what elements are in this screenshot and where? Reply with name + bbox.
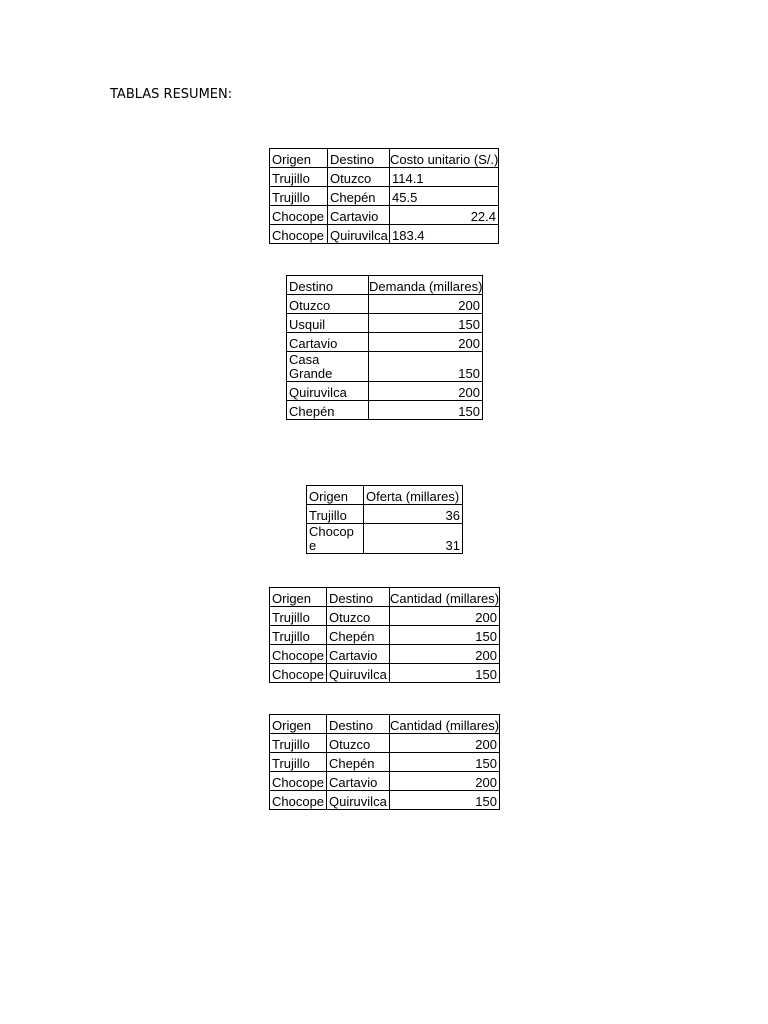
cell-origen: Chocope	[270, 206, 328, 225]
table-row	[287, 401, 483, 420]
cell-destino: Quiruvilca	[287, 382, 369, 401]
table-row	[270, 772, 500, 791]
cell-costo: 114.1	[390, 168, 499, 187]
cell-destino: Otuzco	[327, 734, 390, 753]
table-row	[270, 626, 500, 645]
table-header-row	[307, 486, 463, 505]
cell-destino: Chepén	[287, 401, 369, 420]
table-row	[270, 206, 499, 225]
cell-origen: Chocope	[270, 645, 327, 664]
page-heading: TABLAS RESUMEN:	[110, 87, 233, 102]
cell-destino: Otuzco	[287, 295, 369, 314]
cell-destino: Otuzco	[328, 168, 390, 187]
cell-cantidad: 200	[390, 772, 500, 791]
cell-cantidad: 200	[390, 607, 500, 626]
cell-destino: Quiruvilca	[327, 791, 390, 810]
cell-origen: Trujillo	[270, 626, 327, 645]
cell-cantidad: 150	[390, 753, 500, 772]
cell-demanda: 150	[369, 352, 483, 382]
header-demanda: Demanda (millares)	[369, 276, 483, 295]
table-row	[307, 524, 463, 554]
cell-origen: Trujillo	[270, 187, 328, 206]
table-header-row	[287, 276, 483, 295]
table-row	[270, 753, 500, 772]
quantity-table-1	[269, 587, 500, 683]
table-row	[287, 295, 483, 314]
cell-destino: Quiruvilca	[328, 225, 390, 244]
header-destino: Destino	[327, 715, 390, 734]
header-origen: Origen	[307, 486, 364, 505]
table-header-row	[270, 149, 499, 168]
cell-origen: Trujillo	[270, 168, 328, 187]
header-destino: Destino	[327, 588, 390, 607]
table-row	[270, 734, 500, 753]
table-row	[287, 382, 483, 401]
table-header-row	[270, 588, 500, 607]
cell-origen: Chocope	[270, 791, 327, 810]
cell-destino: Quiruvilca	[327, 664, 390, 683]
cell-demanda: 200	[369, 382, 483, 401]
table-row	[270, 645, 500, 664]
cell-destino: Casa Grande	[287, 352, 369, 382]
table-row	[270, 225, 499, 244]
header-costo-unitario: Costo unitario (S/.)	[390, 149, 499, 168]
cell-cantidad: 200	[390, 734, 500, 753]
table-header-row	[270, 715, 500, 734]
supply-table	[306, 485, 463, 554]
cost-table	[269, 148, 499, 244]
cell-destino: Cartavio	[327, 772, 390, 791]
demand-table	[286, 275, 483, 420]
cell-demanda: 200	[369, 333, 483, 352]
cell-origen: Chocope	[270, 772, 327, 791]
header-cantidad: Cantidad (millares)	[390, 588, 500, 607]
table-row	[270, 187, 499, 206]
table-row	[270, 664, 500, 683]
table-row	[287, 333, 483, 352]
cell-cantidad: 200	[390, 645, 500, 664]
header-origen: Origen	[270, 588, 327, 607]
header-origen: Origen	[270, 149, 328, 168]
cell-costo: 45.5	[390, 187, 499, 206]
header-destino: Destino	[328, 149, 390, 168]
cell-origen: Chocope	[270, 664, 327, 683]
cell-destino: Chepén	[327, 753, 390, 772]
table-row	[287, 314, 483, 333]
header-cantidad: Cantidad (millares)	[390, 715, 500, 734]
cell-oferta: 31	[364, 524, 463, 554]
cell-origen: Trujillo	[307, 505, 364, 524]
cell-destino: Usquil	[287, 314, 369, 333]
table-row	[270, 168, 499, 187]
header-oferta: Oferta (millares)	[364, 486, 463, 505]
cell-destino: Cartavio	[287, 333, 369, 352]
cell-origen: Trujillo	[270, 607, 327, 626]
cell-origen: Trujillo	[270, 734, 327, 753]
cell-destino: Cartavio	[327, 645, 390, 664]
cell-demanda: 150	[369, 314, 483, 333]
quantity-table-2	[269, 714, 500, 810]
cell-cantidad: 150	[390, 626, 500, 645]
cell-demanda: 200	[369, 295, 483, 314]
cell-cantidad: 150	[390, 664, 500, 683]
table-row	[307, 505, 463, 524]
header-origen: Origen	[270, 715, 327, 734]
table-row	[270, 607, 500, 626]
table-row	[270, 791, 500, 810]
cell-origen: Chocope	[307, 524, 364, 554]
cell-oferta: 36	[364, 505, 463, 524]
cell-destino: Cartavio	[328, 206, 390, 225]
cell-cantidad: 150	[390, 791, 500, 810]
table-row	[287, 352, 483, 382]
cell-demanda: 150	[369, 401, 483, 420]
cell-destino: Otuzco	[327, 607, 390, 626]
cell-costo: 183.4	[390, 225, 499, 244]
cell-origen: Chocope	[270, 225, 328, 244]
cell-destino: Chepén	[328, 187, 390, 206]
cell-costo: 22.4	[390, 206, 499, 225]
cell-destino: Chepén	[327, 626, 390, 645]
header-destino: Destino	[287, 276, 369, 295]
cell-origen: Trujillo	[270, 753, 327, 772]
